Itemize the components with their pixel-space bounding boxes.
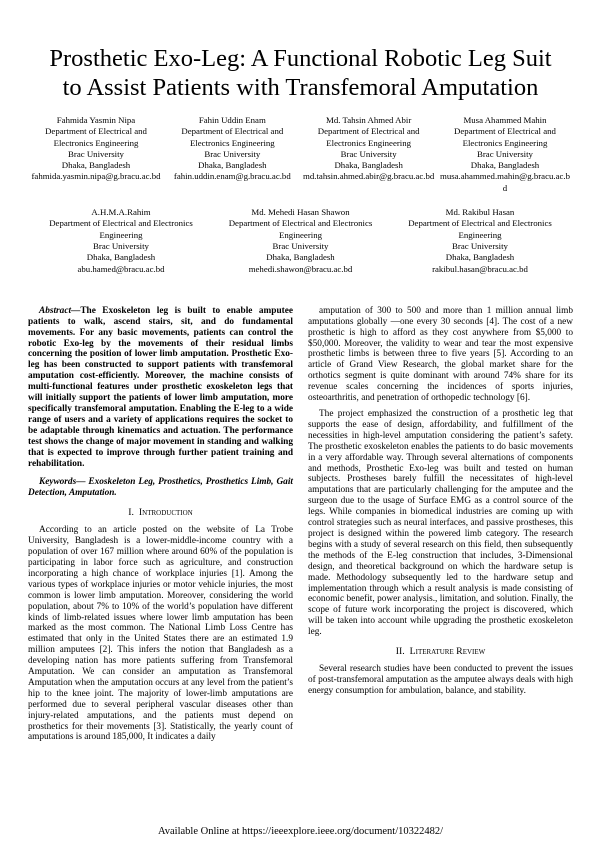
author-department: Department of Electrical and Electronics Engineering (45, 126, 147, 148)
literature-review-paragraph: Several research studies have been conducted to prevent the issues of post-transfemoral amputation as the amputee always deals with high energy consumption for ambulation, balance, and stability. (308, 664, 573, 696)
keywords-paragraph: Keywords— Exoskeleton Leg, Prosthetics, Prosthetics Limb, Gait Detection, Amputation. (28, 477, 293, 499)
author-name: Musa Ahammed Mahin (463, 115, 547, 125)
author-email: rakibul.hasan@bracu.ac.bd (432, 263, 528, 274)
authors-row-2 (0, 207, 601, 275)
author-block-1 (30, 115, 162, 194)
author-email: fahin.uddin.enam@g.bracu.ac.bd (173, 171, 291, 182)
author-university: Brac University (272, 240, 329, 251)
author-email: mehedi.shawon@bracu.ac.bd (248, 263, 353, 274)
author-department: Department of Electrical and Electronics Engineering (181, 126, 284, 148)
paper-title-line-1: Prosthetic Exo-Leg: A Functional Robotic Leg Suit (49, 45, 552, 72)
author-city: Dhaka, Bangladesh (445, 252, 515, 263)
author-university: Brac University (93, 240, 149, 251)
author-block-6 (215, 207, 387, 275)
author-city: Dhaka, Bangladesh (198, 160, 267, 171)
section-heading-introduction: I. Introduction (128, 507, 193, 519)
author-city: Dhaka, Bangladesh (61, 160, 131, 171)
authors-row-1 (0, 115, 601, 194)
author-city: Dhaka, Bangladesh (266, 252, 335, 263)
paper-title-line-2: to Assist Patients with Transfemoral Amputation (62, 74, 539, 101)
author-university: Brac University (477, 148, 533, 159)
author-email: abu.hamed@bracu.ac.bd (77, 263, 165, 274)
author-department: Department of Electrical and Electronics Engineering (49, 218, 193, 240)
author-city: Dhaka, Bangladesh (470, 160, 540, 171)
left-column (28, 306, 293, 744)
author-email: fahmida.yasmin.nipa@g.bracu.ac.bd (31, 171, 161, 182)
introduction-paragraph-continued: amputation of 300 to 500 and more than 1 million annual limb amputations globally —one every 30 seconds [4]. The cost of a new prosthetic is high to afford as they cost anywhere from $5,000 to $50,000. Moreover, the validity to wear and tear the most expensive prosthetic limbs is between three to five years [5]. According to an article of Grand View Research, the global market share for the orthotics segment is quite dominant with around 74% share for its revenue scales concerning the incidences of sports injuries, osteoarthritis, and penetration of orthopedic technology [6]. (308, 305, 573, 404)
author-university: Brac University (340, 148, 397, 159)
author-name: A.H.M.A.Rahim (91, 207, 151, 218)
author-block-7 (394, 207, 566, 275)
author-block-2 (166, 115, 298, 194)
author-name: Fahin Uddin Enam (198, 115, 266, 125)
body-columns (0, 306, 601, 744)
section-heading-literature-review: II. Literature Review (395, 646, 486, 658)
author-department: Department of Electrical and Electronics Engineering (454, 126, 556, 148)
right-column (308, 306, 573, 744)
abstract-text: —The Exoskeleton leg is built to enable amputee patients to walk, ascend stairs, sit, and do fundamental movements. For any basic movements, patients can control the robotic Exo-leg by the movements of their residual limbs concerning the position of lower limb amputation. Prosthetic Exo-leg has been constructed to support patients with transfemoral amputation cost-efficiently. Moreover, the machine consists of multi-functional features under prosthetic exoskeleton legs that will initially support the patients of lower limb amputation, more specifically transfemoral amputation. Enabling the E-leg to a wide range of users and a variety of applications requires the socket to be adaptable through kinematics and actuation. The performance test shows the change of major movement in standing and walking that is expected to improve through further patient training and rehabilitation. (28, 305, 293, 469)
author-block-5 (35, 207, 207, 275)
author-block-4 (439, 115, 571, 194)
author-university: Brac University (204, 148, 261, 159)
abstract-lead-label: Abstract (39, 305, 72, 316)
paper-title (0, 0, 601, 102)
author-city: Dhaka, Bangladesh (86, 252, 156, 263)
author-department: Department of Electrical and Electronics Engineering (408, 218, 552, 240)
author-university: Brac University (452, 240, 508, 251)
author-department: Department of Electrical and Electronics Engineering (317, 126, 420, 148)
author-university: Brac University (68, 148, 124, 159)
author-email: md.tahsin.ahmed.abir@g.bracu.ac.bd (303, 171, 435, 182)
author-name: Fahmida Yasmin Nipa (56, 115, 136, 125)
author-name: Md. Rakibul Hasan (445, 207, 515, 218)
author-name: Md. Mehedi Hasan Shawon (251, 207, 350, 218)
author-email: musa.ahammed.mahin@g.bracu.ac.bd (439, 171, 570, 193)
available-online-footer: Available Online at https://ieeexplore.ieee.org/document/10322482/ (157, 826, 444, 837)
author-department: Department of Electrical and Electronics Engineering (228, 218, 373, 240)
abstract-paragraph (28, 306, 293, 470)
author-block-3 (303, 115, 435, 194)
project-overview-paragraph: The project emphasized the construction of a prosthetic leg that supports the ease of design, affordability, and fulfillment of the necessities in high-level amputation considering the patient’s safety. The prosthetic exoskeleton enables the patients to do basic movements in a very affordable way. Through several alternations of components and methods, Prosthetic Exo-leg was built and tested on human subjects. Prostheses barely fulfill the necessitates of high-level amputations that are particularly challenging for the amputee and the surgeon due to the usage of Surface EMG as a control source of the legs. While companies in biomedical industries are coming up with control strategies such as neural interfaces, and passive prostheses, this project is designed within the powered limb category. The research begins with a study of several research on this field, then subsequently the methods of the E-leg construction that includes, 3-Dimensional design, and theoretical background on which the hardware setup is made. Methodology subsequently led to the hardware setup and implementation through which a result analysis is made consisting of economic benefit, power analysis., limitation, and solution. Finally, the scope of future work incorporating the project is discovered, which will be taken into account while upgrading the prosthetic exoskeleton leg. (308, 409, 573, 638)
author-city: Dhaka, Bangladesh (334, 160, 403, 171)
author-name: Md. Tahsin Ahmed Abir (326, 115, 412, 125)
introduction-paragraph: According to an article posted on the website of La Trobe University, Bangladesh is a lower-middle-income country with a population of over 167 million where around 60% of the population is participating in labor force such as agriculture, and construction incorporating a high chance of workplace injuries [1]. Among the various types of workplace injuries or motor vehicle injuries, the most common is lower limb amputation. Moreover, considering the world population, about 7% to 10% of the world’s population have different kinds of limb-related issues where lower limb amputation has been marked as the most common. The National Limb Loss Centre has estimated that only in the United States there are an estimated 1.9 million amputees [2]. This infers the notion that Bangladesh as a developing nation has more patients suffering from Transfemoral Amputation. We can consider an amputation as Transfemoral Amputation when the amputation occurs at any level from the patient’s hip to the knee joint. The majority of lower-limb amputations are performed due to several peripheral vascular diseases other than injury-related amputations, and the patients must depend on prosthetics for their movements [3]. Statistically, the yearly count of amputations is around 185,000, It indicates a daily (28, 525, 293, 743)
